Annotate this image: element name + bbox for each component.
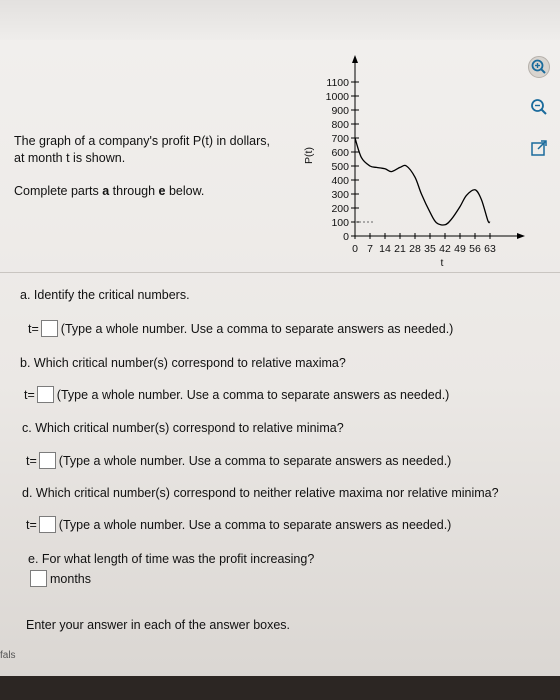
x-axis-arrow bbox=[517, 233, 525, 239]
instructions-prefix: Complete parts bbox=[14, 184, 103, 198]
y-axis-label: P(t) bbox=[303, 147, 315, 164]
answer-b-input[interactable] bbox=[37, 386, 54, 403]
instructions-suffix: below. bbox=[165, 184, 205, 198]
x-axis-label: t bbox=[440, 257, 444, 269]
question-d-letter: d. bbox=[22, 486, 33, 500]
answer-a-prefix: t= bbox=[28, 321, 39, 336]
top-strip bbox=[0, 0, 560, 40]
question-c bbox=[22, 421, 344, 435]
popout-button[interactable] bbox=[528, 138, 550, 160]
y-tick-label: 400 bbox=[331, 175, 349, 187]
x-tick-label: 49 bbox=[454, 243, 466, 255]
answer-b-hint: (Type a whole number. Use a comma to separate answers as needed.) bbox=[56, 387, 450, 402]
answer-a-input[interactable] bbox=[41, 320, 58, 337]
answer-c-hint: (Type a whole number. Use a comma to separate answers as needed.) bbox=[58, 453, 452, 468]
y-tick-label: 0 bbox=[343, 231, 349, 243]
false-tag: fals bbox=[0, 650, 16, 661]
question-d bbox=[22, 486, 499, 500]
x-tick-label: 14 bbox=[379, 243, 391, 255]
question-d-prompt: Which critical number(s) correspond to neither relative maxima nor relative minima? bbox=[35, 486, 499, 500]
x-tick-label: 28 bbox=[409, 243, 421, 255]
x-tick-label: 56 bbox=[469, 243, 481, 255]
y-tick-label: 100 bbox=[331, 217, 349, 229]
y-tick-label: 200 bbox=[331, 203, 349, 215]
question-a bbox=[20, 288, 190, 302]
answer-row-d bbox=[26, 516, 451, 533]
y-tick-label: 300 bbox=[331, 189, 349, 201]
answer-d-prefix: t= bbox=[26, 517, 37, 532]
answer-e-suffix: months bbox=[50, 571, 91, 586]
answer-e-input[interactable] bbox=[30, 570, 47, 587]
y-tick-label: 1100 bbox=[326, 77, 349, 89]
y-tick-label: 600 bbox=[331, 147, 349, 159]
profit-chart bbox=[300, 52, 530, 272]
question-c-prompt: Which critical number(s) correspond to relative minima? bbox=[35, 421, 344, 435]
question-c-letter: c. bbox=[22, 421, 32, 435]
answer-c-prefix: t= bbox=[26, 453, 37, 468]
zoom-in-icon bbox=[528, 56, 550, 78]
question-e-letter: e. bbox=[28, 552, 39, 566]
y-tick-label: 1000 bbox=[325, 91, 349, 103]
instructions-mid: through bbox=[109, 184, 159, 198]
section-divider bbox=[0, 272, 560, 273]
problem-statement-line2: at month t is shown. bbox=[14, 151, 126, 165]
zoom-out-icon bbox=[528, 96, 550, 118]
answer-a-hint: (Type a whole number. Use a comma to separate answers as needed.) bbox=[60, 321, 454, 336]
answer-d-hint: (Type a whole number. Use a comma to separate answers as needed.) bbox=[58, 517, 452, 532]
popout-icon bbox=[528, 138, 550, 160]
x-tick-label: 21 bbox=[394, 243, 406, 255]
x-tick-label: 7 bbox=[367, 243, 373, 255]
problem-instructions bbox=[14, 184, 204, 198]
y-tick-label: 800 bbox=[331, 119, 349, 131]
x-tick-label: 42 bbox=[439, 243, 451, 255]
answer-row-b bbox=[24, 386, 449, 403]
question-a-letter: a. bbox=[20, 288, 31, 302]
footer-note: Enter your answer in each of the answer boxes. bbox=[26, 618, 291, 632]
answer-d-input[interactable] bbox=[39, 516, 56, 533]
answer-b-prefix: t= bbox=[24, 387, 35, 402]
question-e-prompt: For what length of time was the profit increasing? bbox=[41, 552, 315, 566]
question-b bbox=[20, 356, 346, 370]
instructions-part-e: e bbox=[158, 184, 166, 198]
zoom-in-button[interactable] bbox=[528, 56, 550, 78]
y-tick-label: 500 bbox=[331, 161, 349, 173]
problem-statement-line1: The graph of a company's profit P(t) in dollars, bbox=[14, 134, 270, 148]
zoom-out-button[interactable] bbox=[528, 96, 550, 118]
y-tick-label: 900 bbox=[331, 105, 349, 117]
question-a-prompt: Identify the critical numbers. bbox=[33, 288, 190, 302]
answer-row-c bbox=[26, 452, 451, 469]
profit-curve bbox=[355, 138, 490, 225]
x-tick-label: 35 bbox=[424, 243, 436, 255]
answer-row-a bbox=[28, 320, 453, 337]
instructions-part-a: a bbox=[102, 184, 110, 198]
answer-row-e bbox=[30, 570, 91, 587]
y-tick-label: 700 bbox=[331, 133, 349, 145]
answer-c-input[interactable] bbox=[39, 452, 56, 469]
x-tick-label: 63 bbox=[484, 243, 496, 255]
bottom-bar bbox=[0, 676, 560, 700]
y-axis-arrow bbox=[352, 55, 358, 63]
profit-chart-svg bbox=[300, 52, 530, 272]
x-tick-label: 0 bbox=[352, 243, 358, 255]
question-e bbox=[28, 552, 314, 566]
question-b-letter: b. bbox=[20, 356, 31, 370]
question-b-prompt: Which critical number(s) correspond to relative maxima? bbox=[33, 356, 346, 370]
